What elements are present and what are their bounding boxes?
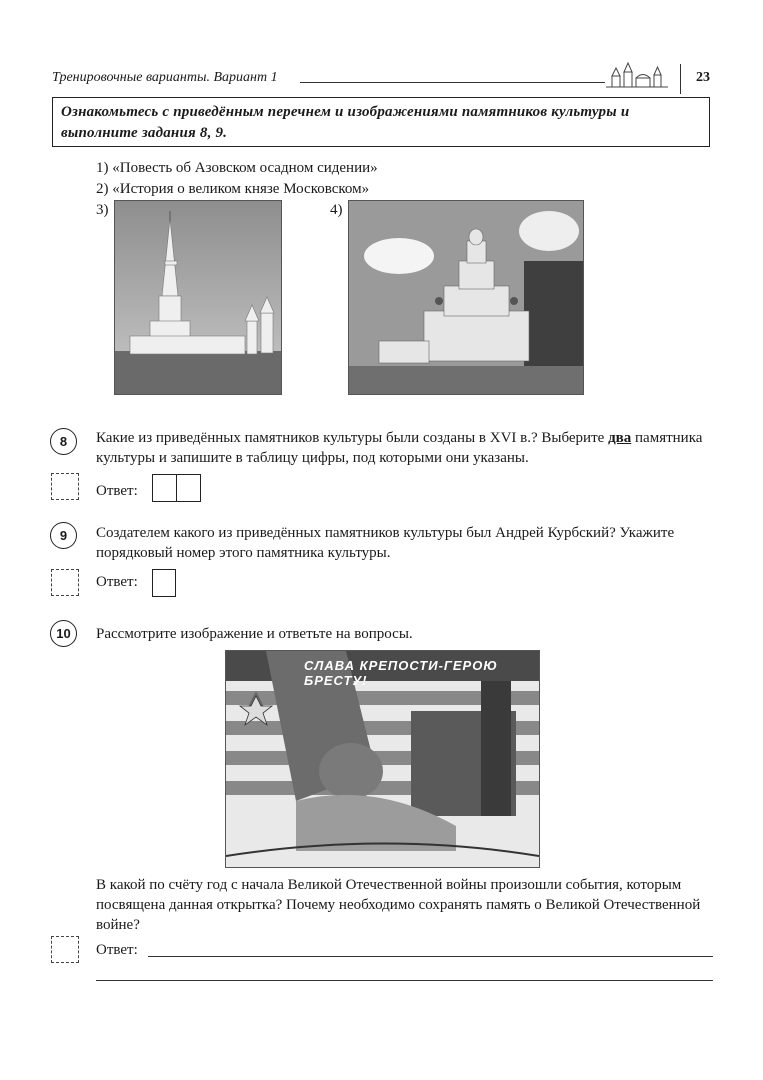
task9-answer-cell[interactable] xyxy=(152,569,176,597)
page-number: 23 xyxy=(696,70,710,85)
task10-answer-line-1[interactable] xyxy=(148,956,713,957)
instruction-box: Ознакомьтесь с приведённым перечнем и изображениями памятников культуры и выполните задания 8, 9. xyxy=(52,97,710,147)
task8-text-emphasis: два xyxy=(608,430,632,446)
photo-church-intercession xyxy=(348,200,584,395)
header-rule xyxy=(300,82,605,83)
header-separator xyxy=(680,64,681,94)
task8-text xyxy=(96,428,716,468)
task9-score-box xyxy=(51,569,79,596)
task-number-10: 10 xyxy=(50,620,77,647)
task9-answer-label: Ответ: xyxy=(96,574,138,590)
photo-church-ascension xyxy=(114,200,282,395)
list-label-4: 4) xyxy=(330,202,343,218)
brest-fortress-postcard xyxy=(225,650,540,868)
postcard-caption: СЛАВА КРЕПОСТИ-ГЕРОЮ БРЕСТУ! xyxy=(304,658,498,688)
task10-answer-label: Ответ: xyxy=(96,942,138,958)
task-number-8: 8 xyxy=(50,428,77,455)
task8-answer-label: Ответ: xyxy=(96,483,138,499)
list-item-2: 2) «История о великом князе Московском» xyxy=(96,181,370,197)
task8-score-box xyxy=(51,473,79,500)
task9-text: Создателем какого из приведённых памятников культуры был Андрей Курбский? Укажите порядковый номер этого памятника культуры. xyxy=(96,525,675,561)
list-item-1: 1) «Повесть об Азовском осадном сидении» xyxy=(96,160,378,176)
task10-answer-line-2[interactable] xyxy=(96,980,713,981)
task8-text-part2: памятника культуры и запишите в таблицу цифры, под которыми они указаны. xyxy=(96,430,703,466)
task8-answer-cell-1[interactable] xyxy=(152,474,177,502)
running-header-title: Тренировочные варианты. Вариант 1 xyxy=(52,70,278,85)
task-number-9: 9 xyxy=(50,522,77,549)
task8-text-part1: Какие из приведённых памятников культуры были созданы в XVI в.? Выберите xyxy=(96,430,609,446)
task8-answer-cell-2[interactable] xyxy=(176,474,201,502)
list-label-3: 3) xyxy=(96,202,109,218)
task10-intro: Рассмотрите изображение и ответьте на вопросы. xyxy=(96,626,413,642)
task10-question: В какой по счёту год с начала Великой Отечественной войны произошли события, которым посвящена данная открытка? Почему необходимо сохранять память о Великой Отечественной войне? xyxy=(96,877,701,933)
task10-score-box xyxy=(51,936,79,963)
kremlin-ornament-icon xyxy=(606,62,668,88)
